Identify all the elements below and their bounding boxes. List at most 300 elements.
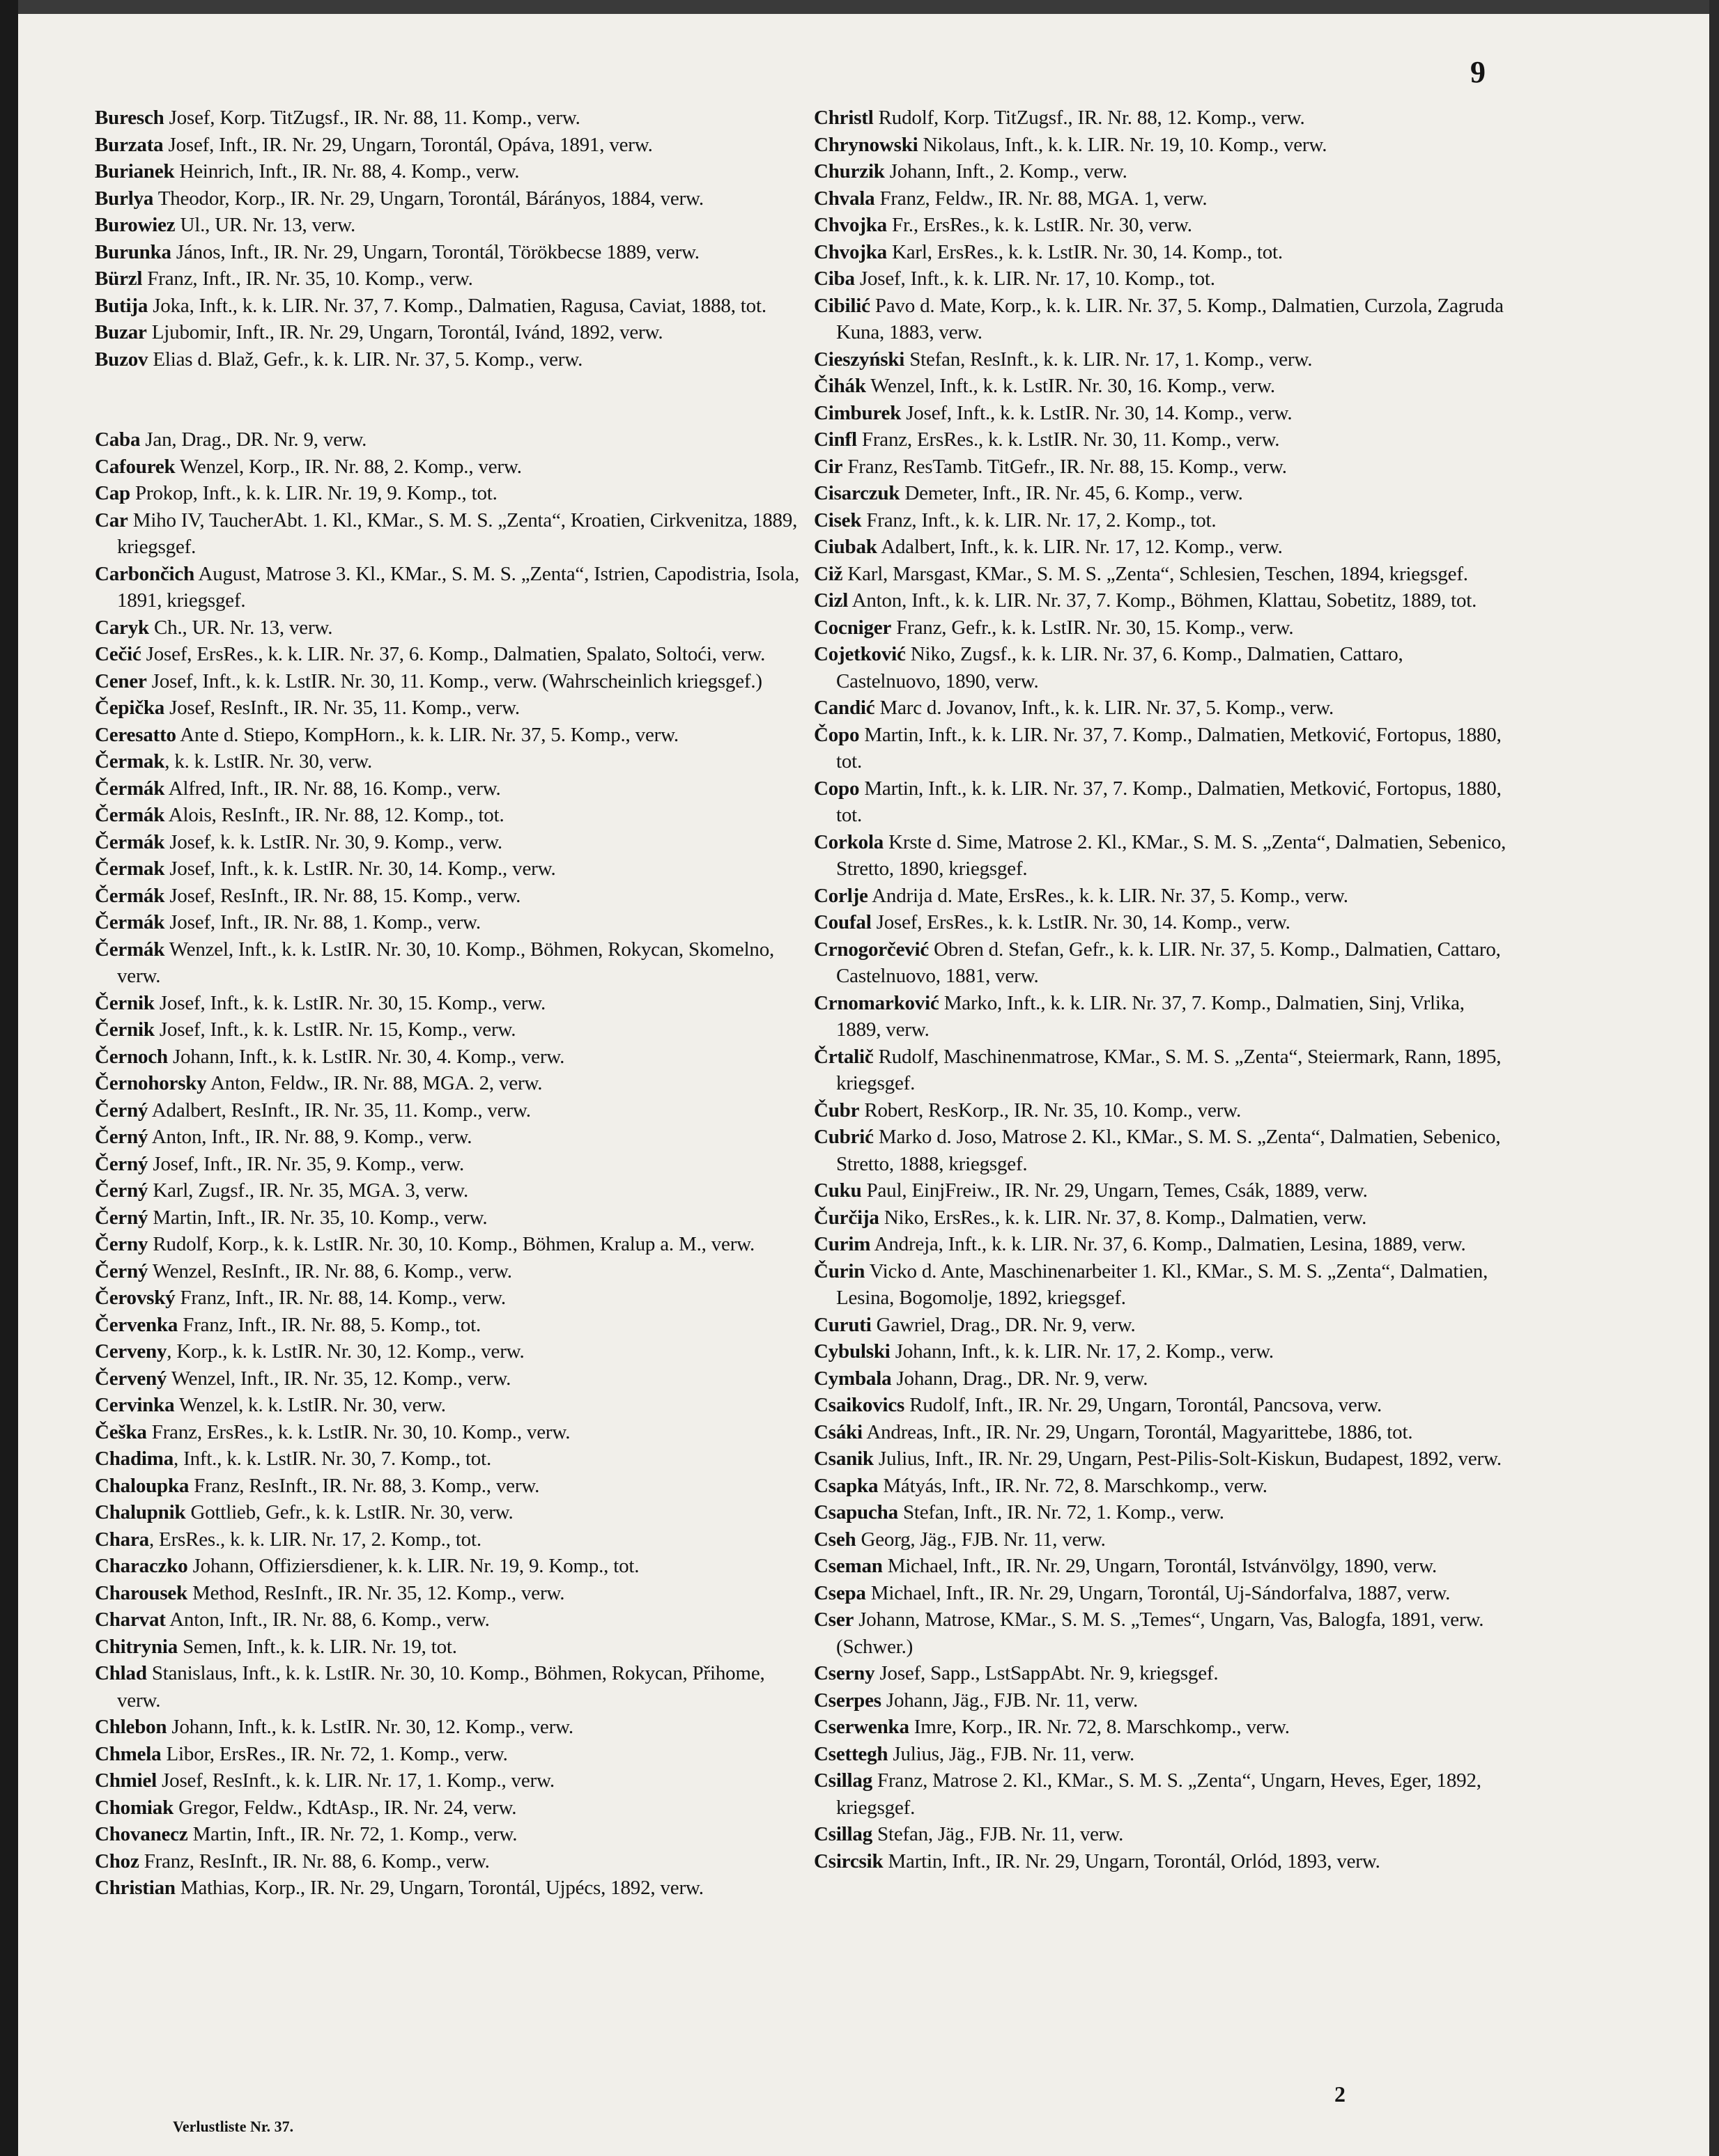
entry-surname: Bürzl <box>95 267 143 290</box>
entry-details: Michael, Inft., IR. Nr. 29, Ungarn, Torontál, Istvánvölgy, 1890, verw. <box>882 1555 1437 1577</box>
entry-surname: Cojetković <box>814 643 906 665</box>
entry-surname: Ciba <box>814 267 855 290</box>
entry-surname: Caryk <box>95 616 149 639</box>
scan-border-left <box>0 0 18 2156</box>
entry-details: Ljubomir, Inft., IR. Nr. 29, Ungarn, Torontál, Ivánd, 1892, verw. <box>146 321 663 343</box>
list-entry <box>814 426 1511 453</box>
entry-surname: Crnogorčević <box>814 938 930 961</box>
list-entry <box>814 1204 1511 1232</box>
entry-details: Wenzel, Inft., IR. Nr. 35, 12. Komp., verw. <box>167 1367 511 1390</box>
list-entry <box>814 1097 1511 1124</box>
list-entry <box>95 1473 805 1500</box>
entry-surname: Chovanecz <box>95 1823 188 1845</box>
list-entry <box>814 1821 1511 1848</box>
entry-surname: Cisarczuk <box>814 482 900 504</box>
entry-details: , Inft., k. k. LstIR. Nr. 30, 7. Komp., tot. <box>174 1448 492 1470</box>
entry-details: Johann, Jäg., FJB. Nr. 11, verw. <box>881 1689 1139 1712</box>
entry-details: , Korp., k. k. LstIR. Nr. 30, 12. Komp., verw. <box>167 1340 525 1363</box>
entry-surname: Cybulski <box>814 1340 891 1363</box>
list-entry <box>95 1044 805 1071</box>
entry-details: Pavo d. Mate, Korp., k. k. LIR. Nr. 37, 5. Komp., Dalmatien, Curzola, Zagruda Kuna, 1883, verw. <box>836 294 1504 343</box>
entry-surname: Chmela <box>95 1742 162 1765</box>
entry-surname: Burunka <box>95 240 171 263</box>
entry-surname: Carbončich <box>95 562 195 585</box>
entry-details: Marc d. Jovanov, Inft., k. k. LIR. Nr. 37, 5. Komp., verw. <box>874 697 1334 719</box>
list-entry <box>814 1499 1511 1526</box>
entry-surname: Csáki <box>814 1420 863 1443</box>
list-entry <box>814 346 1511 373</box>
list-entry <box>95 1526 805 1553</box>
entry-surname: Corkola <box>814 830 884 853</box>
entry-surname: Csillag <box>814 1769 872 1792</box>
page-number: 9 <box>1470 55 1486 89</box>
list-entry <box>95 239 805 266</box>
entry-surname: Chvojka <box>814 214 887 236</box>
list-entry <box>95 480 805 507</box>
list-entry <box>95 158 805 185</box>
entry-details: Ante d. Stiepo, KompHorn., k. k. LIR. Nr. 37, 5. Komp., verw. <box>176 723 679 746</box>
list-entry <box>814 212 1511 239</box>
list-entry <box>95 265 805 293</box>
left-column-b-entries <box>95 104 805 373</box>
entry-details: Jan, Drag., DR. Nr. 9, verw. <box>140 428 367 451</box>
entry-details: Franz, Inft., IR. Nr. 35, 10. Komp., verw. <box>142 267 473 290</box>
list-entry <box>95 1794 805 1822</box>
entry-details: Johann, Inft., k. k. LIR. Nr. 17, 2. Komp., verw. <box>890 1340 1274 1363</box>
list-entry <box>95 1714 805 1741</box>
entry-surname: Černy <box>95 1233 148 1255</box>
list-entry <box>814 775 1511 829</box>
list-entry <box>814 1338 1511 1365</box>
entry-details: Josef, k. k. LstIR. Nr. 30, 9. Komp., verw. <box>164 830 502 853</box>
entry-details: Johann, Inft., 2. Komp., verw. <box>884 160 1127 183</box>
entry-surname: Chadima <box>95 1448 174 1470</box>
list-entry <box>814 1606 1511 1660</box>
entry-surname: Choz <box>95 1849 139 1872</box>
entry-surname: Čermák <box>95 777 165 800</box>
entry-details: Franz, ResInft., IR. Nr. 88, 3. Komp., verw. <box>189 1474 540 1497</box>
list-entry <box>814 641 1511 695</box>
entry-surname: Chvojka <box>814 240 887 263</box>
entry-details: Paul, EinjFreiw., IR. Nr. 29, Ungarn, Temes, Csák, 1889, verw. <box>861 1179 1368 1202</box>
list-entry <box>95 104 805 132</box>
entry-details: Stefan, Jäg., FJB. Nr. 11, verw. <box>872 1823 1124 1845</box>
entry-details: Michael, Inft., IR. Nr. 29, Ungarn, Torontál, Uj-Sándorfalva, 1887, verw. <box>865 1581 1451 1604</box>
entry-surname: Cser <box>814 1608 854 1631</box>
entry-details: Karl, ErsRes., k. k. LstIR. Nr. 30, 14. Komp., tot. <box>886 240 1283 263</box>
list-entry <box>814 507 1511 534</box>
entry-surname: Čermák <box>95 938 165 961</box>
list-entry <box>95 748 805 775</box>
list-entry <box>814 722 1511 775</box>
entry-surname: Cimburek <box>814 401 902 424</box>
entry-details: Franz, Gefr., k. k. LstIR. Nr. 30, 15. Komp., verw. <box>891 616 1294 639</box>
entry-details: Fr., ErsRes., k. k. LstIR. Nr. 30, verw. <box>886 214 1192 236</box>
entry-details: August, Matrose 3. Kl., KMar., S. M. S. „Zenta“, Istrien, Capodistria, Isola, 1891, kriegsgef. <box>117 562 799 612</box>
entry-details: Franz, ResTamb. TitGefr., IR. Nr. 88, 15. Komp., verw. <box>842 455 1287 478</box>
entry-details: Andrija d. Mate, ErsRes., k. k. LIR. Nr. 37, 5. Komp., verw. <box>868 884 1348 907</box>
list-entry <box>814 909 1511 936</box>
entry-details: Johann, Offiziersdiener, k. k. LIR. Nr. 19, 9. Komp., tot. <box>187 1555 640 1577</box>
list-entry <box>95 293 805 320</box>
entry-details: Anton, Inft., IR. Nr. 88, 6. Komp., verw. <box>165 1608 490 1631</box>
entry-surname: Čihák <box>814 375 866 397</box>
list-entry <box>814 400 1511 427</box>
list-entry <box>814 1044 1511 1097</box>
list-entry <box>95 507 805 561</box>
list-entry <box>814 1580 1511 1607</box>
entry-surname: Češka <box>95 1420 147 1443</box>
list-entry <box>814 1687 1511 1714</box>
list-entry <box>814 1526 1511 1553</box>
entry-details: Martin, Inft., IR. Nr. 29, Ungarn, Torontál, Orlód, 1893, verw. <box>883 1849 1380 1872</box>
entry-surname: Caba <box>95 428 141 451</box>
entry-details: Josef, ResInft., IR. Nr. 35, 11. Komp., verw. <box>164 697 520 719</box>
entry-details: , ErsRes., k. k. LIR. Nr. 17, 2. Komp., tot. <box>148 1528 481 1551</box>
entry-details: Ch., UR. Nr. 13, verw. <box>148 616 333 639</box>
entry-surname: Cečić <box>95 643 141 665</box>
entry-details: Martin, Inft., IR. Nr. 72, 1. Komp., verw. <box>187 1823 518 1845</box>
entry-details: Johann, Inft., k. k. LstIR. Nr. 30, 12. Komp., verw. <box>167 1716 573 1738</box>
list-entry <box>95 1767 805 1794</box>
entry-surname: Coufal <box>814 911 872 933</box>
list-entry <box>95 614 805 642</box>
list-entry <box>814 1392 1511 1419</box>
entry-surname: Čermák <box>95 884 165 907</box>
list-entry <box>95 641 805 668</box>
list-entry <box>95 1606 805 1634</box>
list-entry <box>814 1473 1511 1500</box>
list-entry <box>814 158 1511 185</box>
entry-details: Josef, Sapp., LstSappAbt. Nr. 9, kriegsgef. <box>874 1662 1219 1684</box>
list-entry <box>814 561 1511 588</box>
entry-surname: Cener <box>95 669 147 692</box>
list-entry <box>95 185 805 212</box>
entry-surname: Charvat <box>95 1608 166 1631</box>
entry-details: Wenzel, Inft., k. k. LstIR. Nr. 30, 10. Komp., Böhmen, Rokycan, Skomelno, verw. <box>117 938 775 987</box>
list-entry <box>95 909 805 936</box>
list-entry <box>814 1848 1511 1875</box>
entry-surname: Cinfl <box>814 428 857 451</box>
entry-surname: Cizl <box>814 589 849 612</box>
entry-details: Josef, Inft., k. k. LstIR. Nr. 30, 14. Komp., verw. <box>901 401 1293 424</box>
entry-details: Andreja, Inft., k. k. LIR. Nr. 37, 6. Komp., Dalmatien, Lesina, 1889, verw. <box>870 1233 1466 1255</box>
list-entry <box>95 1741 805 1768</box>
scan-border-right <box>1709 0 1719 2156</box>
list-entry <box>95 1016 805 1044</box>
entry-surname: Christian <box>95 1877 176 1899</box>
entry-details: Rudolf, Korp., k. k. LstIR. Nr. 30, 10. Komp., Böhmen, Kralup a. M., verw. <box>148 1233 755 1255</box>
list-entry <box>814 1312 1511 1339</box>
entry-surname: Chitrynia <box>95 1635 178 1658</box>
entry-surname: Cibilić <box>814 294 870 317</box>
list-entry <box>95 1124 805 1151</box>
entry-surname: Črtalič <box>814 1045 874 1068</box>
list-entry <box>814 1553 1511 1580</box>
entry-surname: Csettegh <box>814 1742 888 1765</box>
entry-surname: Chaloupka <box>95 1474 190 1497</box>
entry-surname: Chmiel <box>95 1769 157 1792</box>
list-entry <box>95 453 805 481</box>
list-entry <box>95 1338 805 1365</box>
entry-details: Gawriel, Drag., DR. Nr. 9, verw. <box>871 1313 1136 1336</box>
entry-details: Gregor, Feldw., KdtAsp., IR. Nr. 24, verw. <box>174 1796 517 1819</box>
entry-details: Alois, ResInft., IR. Nr. 88, 12. Komp., tot. <box>164 804 504 826</box>
entry-details: Stanislaus, Inft., k. k. LstIR. Nr. 30, 10. Komp., Böhmen, Rokycan, Přihome, verw. <box>117 1662 765 1712</box>
section-gap <box>95 373 805 426</box>
entry-details: Miho IV, TaucherAbt. 1. Kl., KMar., S. M. S. „Zenta“, Kroatien, Cirkvenitza, 1889, kriegsgef. <box>117 509 798 558</box>
entry-details: Obren d. Stefan, Gefr., k. k. LIR. Nr. 37, 5. Komp., Dalmatien, Cattaro, Castelnuovo, 1881, verw. <box>836 938 1501 987</box>
list-entry <box>814 453 1511 481</box>
entry-details: Karl, Zugsf., IR. Nr. 35, MGA. 3, verw. <box>148 1179 469 1202</box>
entry-surname: Churzik <box>814 160 885 183</box>
entry-details: Franz, ErsRes., k. k. LstIR. Nr. 30, 11. Komp., verw. <box>856 428 1280 451</box>
list-entry <box>814 695 1511 722</box>
entry-surname: Cir <box>814 455 843 478</box>
list-entry <box>95 1580 805 1607</box>
entry-surname: Crnomarković <box>814 991 939 1014</box>
entry-surname: Ciž <box>814 562 843 585</box>
entry-details: Franz, Inft., IR. Nr. 88, 5. Komp., tot. <box>178 1313 481 1336</box>
list-entry <box>814 936 1511 990</box>
entry-details: Rudolf, Maschinenmatrose, KMar., S. M. S. „Zenta“, Steiermark, Rann, 1895, kriegsgef. <box>836 1045 1502 1094</box>
entry-details: Adalbert, Inft., k. k. LIR. Nr. 17, 12. Komp., verw. <box>877 536 1283 558</box>
entry-details: Josef, ErsRes., k. k. LstIR. Nr. 30, 14. Komp., verw. <box>871 911 1290 933</box>
entry-details: Martin, Inft., k. k. LIR. Nr. 37, 7. Komp., Dalmatien, Metković, Fortopus, 1880, tot. <box>836 777 1502 826</box>
entry-details: Anton, Feldw., IR. Nr. 88, MGA. 2, verw. <box>206 1072 543 1094</box>
entry-surname: Curuti <box>814 1313 872 1336</box>
entry-details: Josef, Inft., k. k. LstIR. Nr. 15, Komp., verw. <box>154 1018 516 1041</box>
entry-details: Franz, Inft., k. k. LIR. Nr. 17, 2. Komp., tot. <box>861 509 1217 532</box>
entry-details: Wenzel, Inft., k. k. LstIR. Nr. 30, 16. Komp., verw. <box>865 375 1275 397</box>
entry-details: Josef, Inft., IR. Nr. 88, 1. Komp., verw. <box>164 911 481 933</box>
list-entry <box>95 1553 805 1580</box>
entry-surname: Butija <box>95 294 148 317</box>
list-entry <box>814 587 1511 614</box>
entry-surname: Csepa <box>814 1581 866 1604</box>
list-entry <box>95 1634 805 1661</box>
list-entry <box>95 346 805 373</box>
list-entry <box>95 1392 805 1419</box>
entry-surname: Čermák <box>95 830 165 853</box>
entry-surname: Cserny <box>814 1662 875 1684</box>
entry-details: Franz, Inft., IR. Nr. 88, 14. Komp., verw. <box>175 1287 506 1309</box>
list-entry <box>95 319 805 346</box>
footer-note: Verlustliste Nr. 37. <box>173 2118 294 2135</box>
list-entry <box>814 829 1511 883</box>
entry-surname: Chomiak <box>95 1796 174 1819</box>
entry-details: Karl, Marsgast, KMar., S. M. S. „Zenta“, Schlesien, Teschen, 1894, kriegsgef. <box>842 562 1468 585</box>
entry-surname: Cieszyński <box>814 348 905 371</box>
entry-details: Alfred, Inft., IR. Nr. 88, 16. Komp., verw. <box>164 777 501 800</box>
entry-details: Theodor, Korp., IR. Nr. 29, Ungarn, Torontál, Bárányos, 1884, verw. <box>153 187 704 210</box>
entry-surname: Cseman <box>814 1555 883 1577</box>
entry-surname: Cserpes <box>814 1689 881 1712</box>
entry-details: Andreas, Inft., IR. Nr. 29, Ungarn, Torontál, Magyarittebe, 1886, tot. <box>862 1420 1413 1443</box>
entry-details: Mathias, Korp., IR. Nr. 29, Ungarn, Torontál, Ujpécs, 1892, verw. <box>175 1877 704 1899</box>
entry-surname: Burianek <box>95 160 175 183</box>
scan-border-top <box>0 0 1719 14</box>
list-entry <box>95 212 805 239</box>
entry-surname: Csillag <box>814 1823 872 1845</box>
entry-details: Georg, Jäg., FJB. Nr. 11, verw. <box>856 1528 1106 1551</box>
entry-details: Gottlieb, Gefr., k. k. LstIR. Nr. 30, verw. <box>185 1501 514 1523</box>
left-column-c-entries <box>95 426 805 1902</box>
entry-surname: Čerovský <box>95 1287 176 1309</box>
entry-details: Prokop, Inft., k. k. LIR. Nr. 19, 9. Komp., tot. <box>130 482 498 504</box>
entry-details: Adalbert, ResInft., IR. Nr. 35, 11. Komp., verw. <box>148 1099 531 1122</box>
list-entry <box>95 1419 805 1446</box>
list-entry <box>95 1285 805 1312</box>
list-entry <box>814 1365 1511 1393</box>
entry-surname: Červený <box>95 1367 167 1390</box>
entry-surname: Csapka <box>814 1474 879 1497</box>
list-entry <box>95 855 805 883</box>
entry-details: Stefan, Inft., IR. Nr. 72, 1. Komp., verw. <box>897 1501 1224 1523</box>
entry-details: Johann, Inft., k. k. LstIR. Nr. 30, 4. Komp., verw. <box>167 1045 565 1068</box>
list-entry <box>95 1204 805 1232</box>
entry-details: Franz, ErsRes., k. k. LstIR. Nr. 30, 10. Komp., verw. <box>146 1420 571 1443</box>
entry-details: Krste d. Sime, Matrose 2. Kl., KMar., S. M. S. „Zenta“, Dalmatien, Sebenico, Stretto, 1890, kriegsgef. <box>836 830 1506 880</box>
right-column <box>814 104 1511 1875</box>
list-entry <box>814 132 1511 159</box>
entry-surname: Cserwenka <box>814 1716 909 1738</box>
list-entry <box>95 1445 805 1473</box>
list-entry <box>814 104 1511 132</box>
entry-details: Niko, ErsRes., k. k. LIR. Nr. 37, 8. Komp., Dalmatien, verw. <box>879 1206 1367 1229</box>
list-entry <box>814 1258 1511 1312</box>
list-entry <box>814 1419 1511 1446</box>
list-entry <box>95 1312 805 1339</box>
entry-details: Wenzel, Korp., IR. Nr. 88, 2. Komp., verw. <box>175 455 522 478</box>
list-entry <box>814 534 1511 561</box>
entry-details: Josef, Inft., IR. Nr. 29, Ungarn, Torontál, Opáva, 1891, verw. <box>163 133 653 156</box>
entry-surname: Chlebon <box>95 1716 167 1738</box>
entry-details: Josef, Inft., k. k. LstIR. Nr. 30, 11. Komp., verw. (Wahrscheinlich kriegsgef.) <box>146 669 762 692</box>
list-entry <box>814 185 1511 212</box>
entry-details: Heinrich, Inft., IR. Nr. 88, 4. Komp., verw. <box>174 160 520 183</box>
entry-surname: Cerveny <box>95 1340 167 1363</box>
list-entry <box>814 614 1511 642</box>
entry-details: Franz, ResInft., IR. Nr. 88, 6. Komp., verw. <box>139 1849 490 1872</box>
entry-details: Julius, Jäg., FJB. Nr. 11, verw. <box>888 1742 1135 1765</box>
entry-surname: Černý <box>95 1206 148 1229</box>
entry-surname: Ciubak <box>814 536 877 558</box>
entry-surname: Christl <box>814 107 874 129</box>
entry-surname: Cuku <box>814 1179 862 1202</box>
entry-surname: Burlya <box>95 187 154 210</box>
list-entry <box>814 990 1511 1044</box>
entry-details: Anton, Inft., k. k. LIR. Nr. 37, 7. Komp., Böhmen, Klattau, Sobetitz, 1889, tot. <box>848 589 1477 612</box>
entry-surname: Cubrić <box>814 1126 874 1148</box>
entry-surname: Černý <box>95 1126 148 1148</box>
list-entry <box>95 990 805 1017</box>
entry-details: Josef, Korp. TitZugsf., IR. Nr. 88, 11. Komp., verw. <box>164 107 580 129</box>
list-entry <box>95 722 805 749</box>
entry-details: Nikolaus, Inft., k. k. LIR. Nr. 19, 10. Komp., verw. <box>918 133 1327 156</box>
list-entry <box>814 1231 1511 1258</box>
entry-details: Stefan, ResInft., k. k. LIR. Nr. 17, 1. Komp., verw. <box>904 348 1313 371</box>
entry-surname: Buzar <box>95 321 147 343</box>
entry-details: Libor, ErsRes., IR. Nr. 72, 1. Komp., verw. <box>161 1742 508 1765</box>
entry-details: Johann, Matrose, KMar., S. M. S. „Temes“, Ungarn, Vas, Balogfa, 1891, verw. (Schwer.) <box>836 1608 1484 1658</box>
entry-details: Josef, Inft., k. k. LstIR. Nr. 30, 15. Komp., verw. <box>154 991 546 1014</box>
list-entry <box>95 936 805 990</box>
entry-surname: Čermak <box>95 858 165 880</box>
entry-details: Rudolf, Inft., IR. Nr. 29, Ungarn, Torontál, Pancsova, verw. <box>904 1394 1382 1416</box>
list-entry <box>95 426 805 453</box>
entry-surname: Chlad <box>95 1662 147 1684</box>
list-entry <box>95 1258 805 1285</box>
left-column <box>95 104 805 1902</box>
list-entry <box>814 1767 1511 1821</box>
entry-details: Josef, ResInft., IR. Nr. 88, 15. Komp., verw. <box>164 884 521 907</box>
list-entry <box>95 1231 805 1258</box>
list-entry <box>95 695 805 722</box>
entry-details: Franz, Matrose 2. Kl., KMar., S. M. S. „Zenta“, Ungarn, Heves, Eger, 1892, kriegsgef. <box>836 1769 1481 1819</box>
list-entry <box>814 373 1511 400</box>
list-entry <box>95 1070 805 1097</box>
list-entry <box>95 1097 805 1124</box>
entry-surname: Chalupnik <box>95 1501 186 1523</box>
entry-details: Marko d. Joso, Matrose 2. Kl., KMar., S. M. S. „Zenta“, Dalmatien, Sebenico, Stretto, 1888, kriegsgef. <box>836 1126 1501 1175</box>
entry-details: Rudolf, Korp. TitZugsf., IR. Nr. 88, 12. Komp., verw. <box>873 107 1305 129</box>
list-entry <box>814 1714 1511 1741</box>
entry-details: Wenzel, k. k. LstIR. Nr. 30, verw. <box>174 1394 446 1416</box>
entry-details: Marko, Inft., k. k. LIR. Nr. 37, 7. Komp., Dalmatien, Sinj, Vrlika, 1889, verw. <box>836 991 1465 1041</box>
list-entry <box>95 561 805 614</box>
entry-details: Josef, ResInft., k. k. LIR. Nr. 17, 1. Komp., verw. <box>157 1769 555 1792</box>
entry-surname: Černoch <box>95 1045 168 1068</box>
entry-surname: Burowiez <box>95 214 176 236</box>
entry-surname: Cafourek <box>95 455 176 478</box>
entry-details: Joka, Inft., k. k. LIR. Nr. 37, 7. Komp., Dalmatien, Ragusa, Caviat, 1888, tot. <box>148 294 766 317</box>
entry-surname: Cisek <box>814 509 862 532</box>
list-entry <box>95 1151 805 1178</box>
entry-details: Imre, Korp., IR. Nr. 72, 8. Marschkomp., verw. <box>909 1716 1290 1738</box>
right-column-entries <box>814 104 1511 1875</box>
entry-surname: Car <box>95 509 128 532</box>
entry-details: Demeter, Inft., IR. Nr. 45, 6. Komp., verw. <box>900 482 1243 504</box>
entry-surname: Characzko <box>95 1555 188 1577</box>
entry-details: Method, ResInft., IR. Nr. 35, 12. Komp., verw. <box>187 1581 565 1604</box>
list-entry <box>95 1821 805 1848</box>
list-entry <box>814 883 1511 910</box>
list-entry <box>95 668 805 695</box>
list-entry <box>95 132 805 159</box>
entry-surname: Černik <box>95 1018 155 1041</box>
list-entry <box>95 802 805 829</box>
entry-surname: Copo <box>814 777 860 800</box>
entry-surname: Csircsik <box>814 1849 884 1872</box>
entry-surname: Csanik <box>814 1448 874 1470</box>
entry-surname: Curim <box>814 1233 871 1255</box>
entry-surname: Černik <box>95 991 155 1014</box>
entry-details: , k. k. LstIR. Nr. 30, verw. <box>164 750 373 773</box>
entry-surname: Čurin <box>814 1259 865 1282</box>
sheet-signature-mark: 2 <box>1334 2081 1346 2107</box>
entry-surname: Chvala <box>814 187 875 210</box>
entry-surname: Černohorsky <box>95 1072 207 1094</box>
entry-details: Julius, Inft., IR. Nr. 29, Ungarn, Pest-Pilis-Solt-Kiskun, Budapest, 1892, verw. <box>873 1448 1502 1470</box>
entry-details: Josef, Inft., IR. Nr. 35, 9. Komp., verw. <box>148 1152 464 1175</box>
entry-surname: Cseh <box>814 1528 856 1551</box>
entry-details: Martin, Inft., IR. Nr. 35, 10. Komp., verw. <box>148 1206 488 1229</box>
entry-details: Semen, Inft., k. k. LIR. Nr. 19, tot. <box>178 1635 457 1658</box>
list-entry <box>95 883 805 910</box>
list-entry <box>814 1445 1511 1473</box>
list-entry <box>95 829 805 856</box>
